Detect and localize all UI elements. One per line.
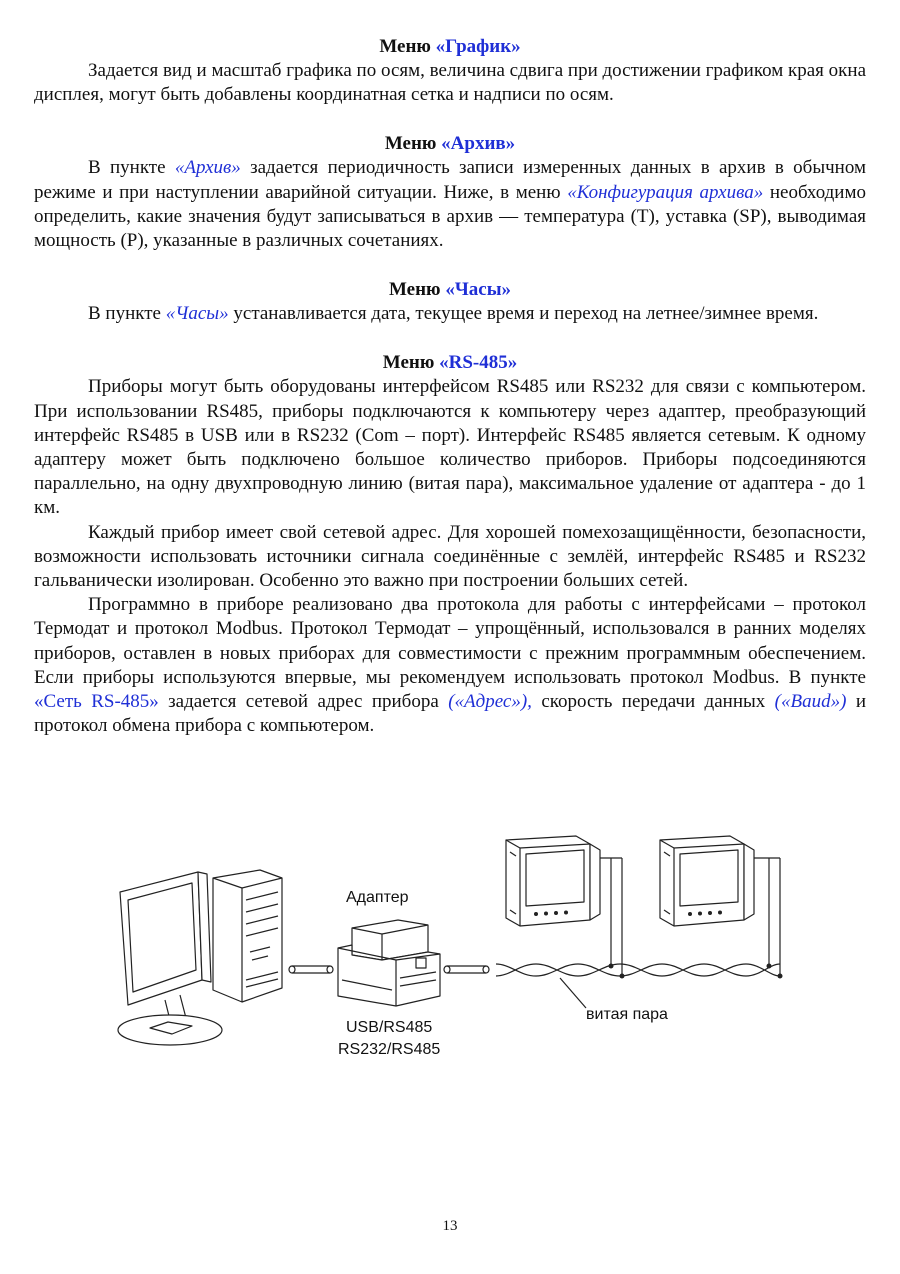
paragraph-rs485-1: Приборы могут быть оборудованы интерфейсом RS485 или RS232 для связи с компьютером. При использовании RS485, приборы подключаются к компьютеру через адаптер, преобразующий интерфейс RS485 в USB или в RS232 (Com – порт). Интерфейс RS485 является сетевым. К одному адаптеру может быть подключено большое количество приборов. Приборы подсоединяются параллельно, на одну двухпроводную линию (витая пара), максимальное удаление от адаптера - до 1 км. — [34, 376, 866, 519]
adapter-types-line-1: USB/RS485 — [346, 1019, 433, 1036]
menu-name-arkhiv: «Архив» — [441, 133, 516, 155]
usb-cable-icon — [289, 966, 333, 973]
paragraph-chasy: В пункте «Часы» устанавливается дата, текущее время и переход на летнее/зимнее время. — [88, 303, 819, 325]
adapter-types-line-2: RS232/RS485 — [338, 1041, 441, 1058]
device-1-icon — [506, 836, 622, 976]
menu-name-rs485: «RS-485» — [439, 352, 518, 374]
paragraph-arkhiv: В пункте «Архив» задается периодичность записи измеренных данных в архив в обычном режиме и при наступлении аварийной ситуации. Ниже, в меню «Конфигурация архива» необходимо определить, какие значения будут записываться в архив — температура (T), уставка (SP), выводимая мощность (P), указанные в различных сочетаниях. — [34, 157, 867, 252]
heading-arkhiv: Меню «Архив» — [384, 133, 516, 155]
link-adres: («Адрес»), — [448, 691, 532, 713]
heading-chasy: Меню «Часы» — [388, 279, 512, 301]
menu-name-chasy: «Часы» — [445, 279, 512, 301]
heading-grafik: Меню «График» — [379, 36, 521, 57]
twisted-pair-icon — [496, 964, 780, 1008]
heading-rs485: Меню «RS-485» — [382, 352, 518, 374]
paragraph-rs485-2: Каждый прибор имеет свой сетевой адрес. Для хорошей помехозащищённости, безопасности, возможности использовать источники сигнала соединённые с землёй, интерфейс RS485 и RS232 гальванически изолирован. Особенно это важно при построении больших сетей. — [34, 521, 866, 592]
rs485-cable-icon — [444, 966, 489, 973]
computer-monitor-icon — [118, 872, 222, 1045]
device-2-icon — [660, 836, 780, 976]
link-arkhiv: «Архив» — [174, 157, 241, 179]
paragraph-grafik: Задается вид и масштаб графика по осям, величина сдвига при достижении графиком края окна дисплея, могут быть добавлены координатная сетка и надписи по осям. — [34, 60, 866, 106]
adapter-icon — [338, 920, 440, 1006]
link-baud: («Baud») — [774, 691, 847, 713]
page-number: 13 — [442, 1218, 458, 1234]
document-page — [34, 34, 866, 738]
twisted-pair-label: витая пара — [586, 1006, 668, 1023]
link-set-rs485: «Сеть RS-485» — [34, 691, 159, 713]
computer-tower-icon — [213, 870, 282, 1002]
link-chasy: «Часы» — [165, 303, 229, 325]
link-konfiguratsiya-arkhiva: «Конфигурация архива» — [567, 181, 764, 203]
adapter-label: Адаптер — [346, 889, 409, 906]
paragraph-rs485-3: Программно в приборе реализовано два протокола для работы с интерфейсами – протокол Термодат и протокол Modbus. Протокол Термодат – упрощённый, использовался в ранних моделях приборов, оставлен в новых приборах для совместимости с прежним программным обеспечением. Если приборы используются впервые, мы рекомендуем использовать протокол Modbus. В пункте «Сеть RS-485» задается сетевой адрес прибора («Адрес»), скорость передачи данных («Baud») и протокол обмена прибора с компьютером. — [34, 594, 867, 737]
rs485-connection-diagram — [0, 830, 900, 1080]
menu-name-grafik: «График» — [435, 36, 521, 57]
